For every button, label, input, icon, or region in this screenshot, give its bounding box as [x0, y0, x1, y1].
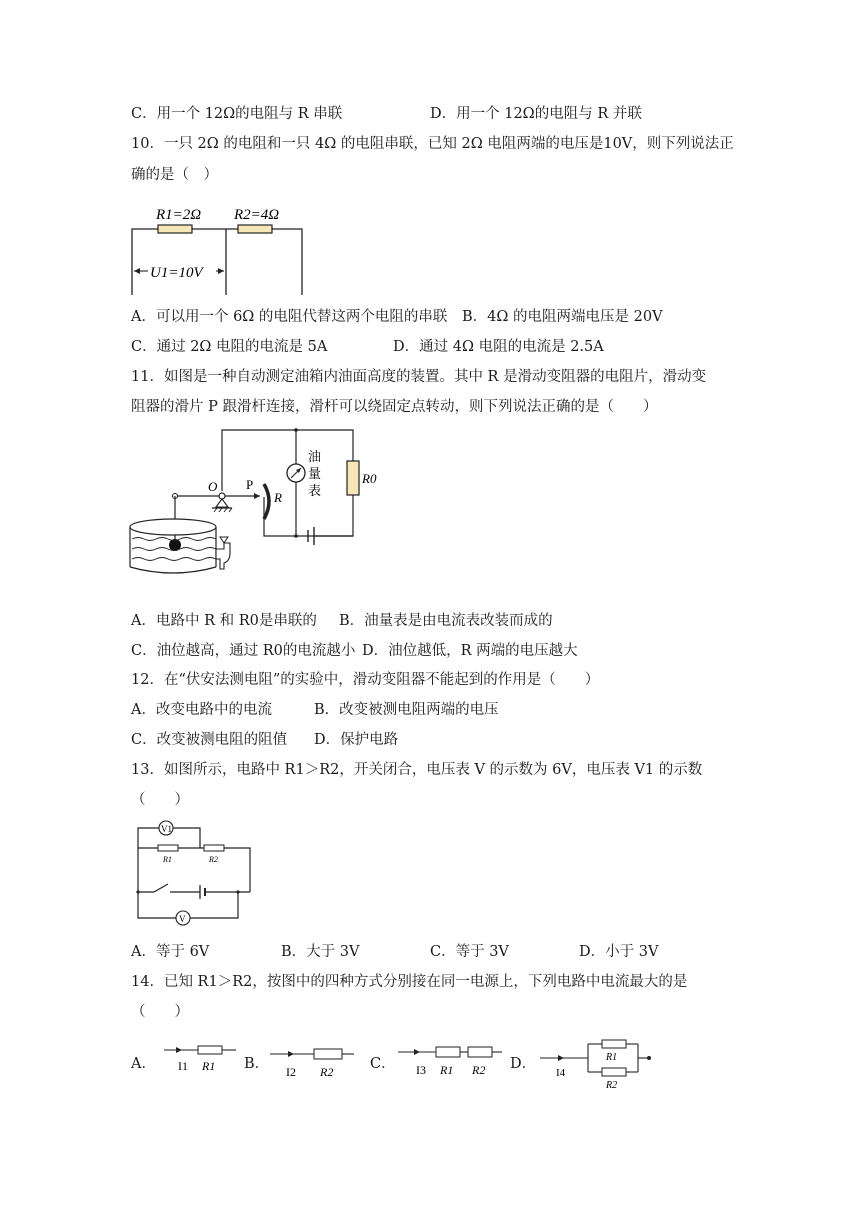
q13-option-d: D．小于 3V [579, 944, 659, 960]
q11-option-a: A．电路中 R 和 R0是串联的 [131, 613, 317, 629]
q12-option-a: A．改变电路中的电流 [131, 702, 272, 718]
q9-option-d: D．用一个 12Ω的电阻与 R 并联 [430, 106, 642, 122]
q11-option-b: B．油量表是由电流表改装而成的 [339, 613, 553, 629]
q11-r-label: R [274, 490, 282, 505]
q9-option-c: C．用一个 12Ω的电阻与 R 串联 [131, 106, 343, 122]
q13-v-label: V [179, 914, 186, 924]
q13-circuit-figure [128, 818, 260, 930]
q14-option-c-letter: C． [370, 1056, 396, 1072]
q10-option-a: A．可以用一个 6Ω 的电阻代替这两个电阻的串联 [131, 309, 448, 325]
q11-oil-gauge-figure [128, 427, 390, 579]
q14-option-a-circuit [160, 1042, 240, 1076]
q14-a-resistor [198, 1046, 222, 1054]
q14-c-resistor-1 [436, 1047, 460, 1057]
q10-stem-line2: 确的是（ ） [131, 167, 218, 183]
q14-option-d-letter: D． [510, 1056, 537, 1072]
q14-a-r-label: R1 [202, 1059, 216, 1073]
q11-resistor-r0 [347, 461, 359, 495]
q10-resistor-r2 [238, 225, 272, 233]
q10-series-circuit-figure [128, 197, 318, 297]
switch-icon [154, 884, 168, 892]
q10-resistor-r1 [158, 225, 192, 233]
q13-v1-label: V1 [161, 824, 172, 834]
q13-option-a: A．等于 6V [131, 944, 210, 960]
q14-stem-line1: 14．已知 R1＞R2，按图中的四种方式分别接在同一电源上，下列电路中电流最大的是 [131, 974, 688, 990]
q14-d-resistor-2 [602, 1068, 626, 1076]
q13-resistor-r2 [204, 845, 224, 851]
q13-option-c: C．等于 3V [430, 944, 509, 960]
oil-gauge-meter-icon [287, 464, 305, 482]
q11-r0-label: R0 [362, 471, 377, 486]
q10-r2-label: R2=4Ω [234, 207, 280, 223]
q14-option-a-letter: A． [131, 1056, 156, 1072]
q14-option-b-circuit [266, 1044, 358, 1080]
q14-stem-line2: （ ） [131, 1004, 189, 1020]
q14-c-current: I3 [416, 1063, 426, 1077]
q14-c-resistor-2 [468, 1047, 492, 1057]
q11-p-label: P [246, 477, 254, 492]
q14-option-c-circuit [394, 1042, 506, 1078]
q11-option-c: C．油位越高，通过 R0的电流越小 [131, 643, 356, 659]
q11-slide-resistor-r [264, 484, 269, 519]
q14-option-d-circuit [536, 1036, 656, 1092]
q10-stem-line1: 10．一只 2Ω 的电阻和一只 4Ω 的电阻串联，已知 2Ω 电阻两端的电压是10V，则下列说法正 [131, 136, 734, 152]
q11-o-label: O [208, 479, 218, 494]
q14-d-resistor-1 [602, 1040, 626, 1048]
q12-stem: 12．在“伏安法测电阻”的实验中，滑动变阻器不能起到的作用是（ ） [131, 672, 600, 688]
q13-stem-line2: （ ） [131, 792, 189, 808]
q14-d-r2-label: R2 [606, 1080, 618, 1091]
meter-label-2: 量 [308, 466, 322, 481]
q12-option-b: B．改变被测电阻两端的电压 [314, 702, 499, 718]
q10-option-b: B．4Ω 的电阻两端电压是 20V [462, 309, 663, 325]
battery-icon [200, 885, 205, 899]
q12-option-d: D．保护电路 [314, 732, 399, 748]
q14-option-b-letter: B． [244, 1056, 270, 1072]
q13-resistor-r1 [158, 845, 178, 851]
q11-stem-line1: 11．如图是一种自动测定油箱内油面高度的装置。其中 R 是滑动变阻器的电阻片，滑动变 [131, 369, 707, 385]
q13-stem-line1: 13．如图所示，电路中 R1＞R2，开关闭合，电压表 V 的示数为 6V，电压表 V1 的示数 [131, 762, 703, 778]
q11-option-d: D．油位越低，R 两端的电压越大 [362, 643, 578, 659]
q14-a-current: I1 [178, 1059, 188, 1073]
q10-option-d: D．通过 4Ω 电阻的电流是 2.5A [393, 339, 604, 355]
q14-d-r1-label: R1 [606, 1052, 618, 1063]
q14-b-current: I2 [286, 1065, 296, 1079]
q10-option-c: C．通过 2Ω 电阻的电流是 5A [131, 339, 328, 355]
meter-label-1: 油 [308, 449, 322, 464]
q13-r2-label: R2 [209, 855, 218, 864]
q14-c-r2-label: R2 [472, 1063, 486, 1077]
q10-r1-label: R1=2Ω [156, 207, 202, 223]
q14-d-current: I4 [556, 1067, 566, 1079]
q11-stem-line2: 阻器的滑片 P 跟滑杆连接，滑杆可以绕固定点转动，则下列说法正确的是（ ） [131, 399, 658, 415]
q14-c-r1-label: R1 [440, 1063, 454, 1077]
q10-u1-label: U1=10V [150, 265, 203, 281]
meter-label-3: 表 [308, 483, 322, 498]
q14-b-resistor [314, 1049, 342, 1059]
q13-r1-label: R1 [163, 855, 172, 864]
q13-option-b: B．大于 3V [281, 944, 360, 960]
q14-b-r-label: R2 [320, 1065, 334, 1079]
q12-option-c: C．改变被测电阻的阻值 [131, 732, 288, 748]
